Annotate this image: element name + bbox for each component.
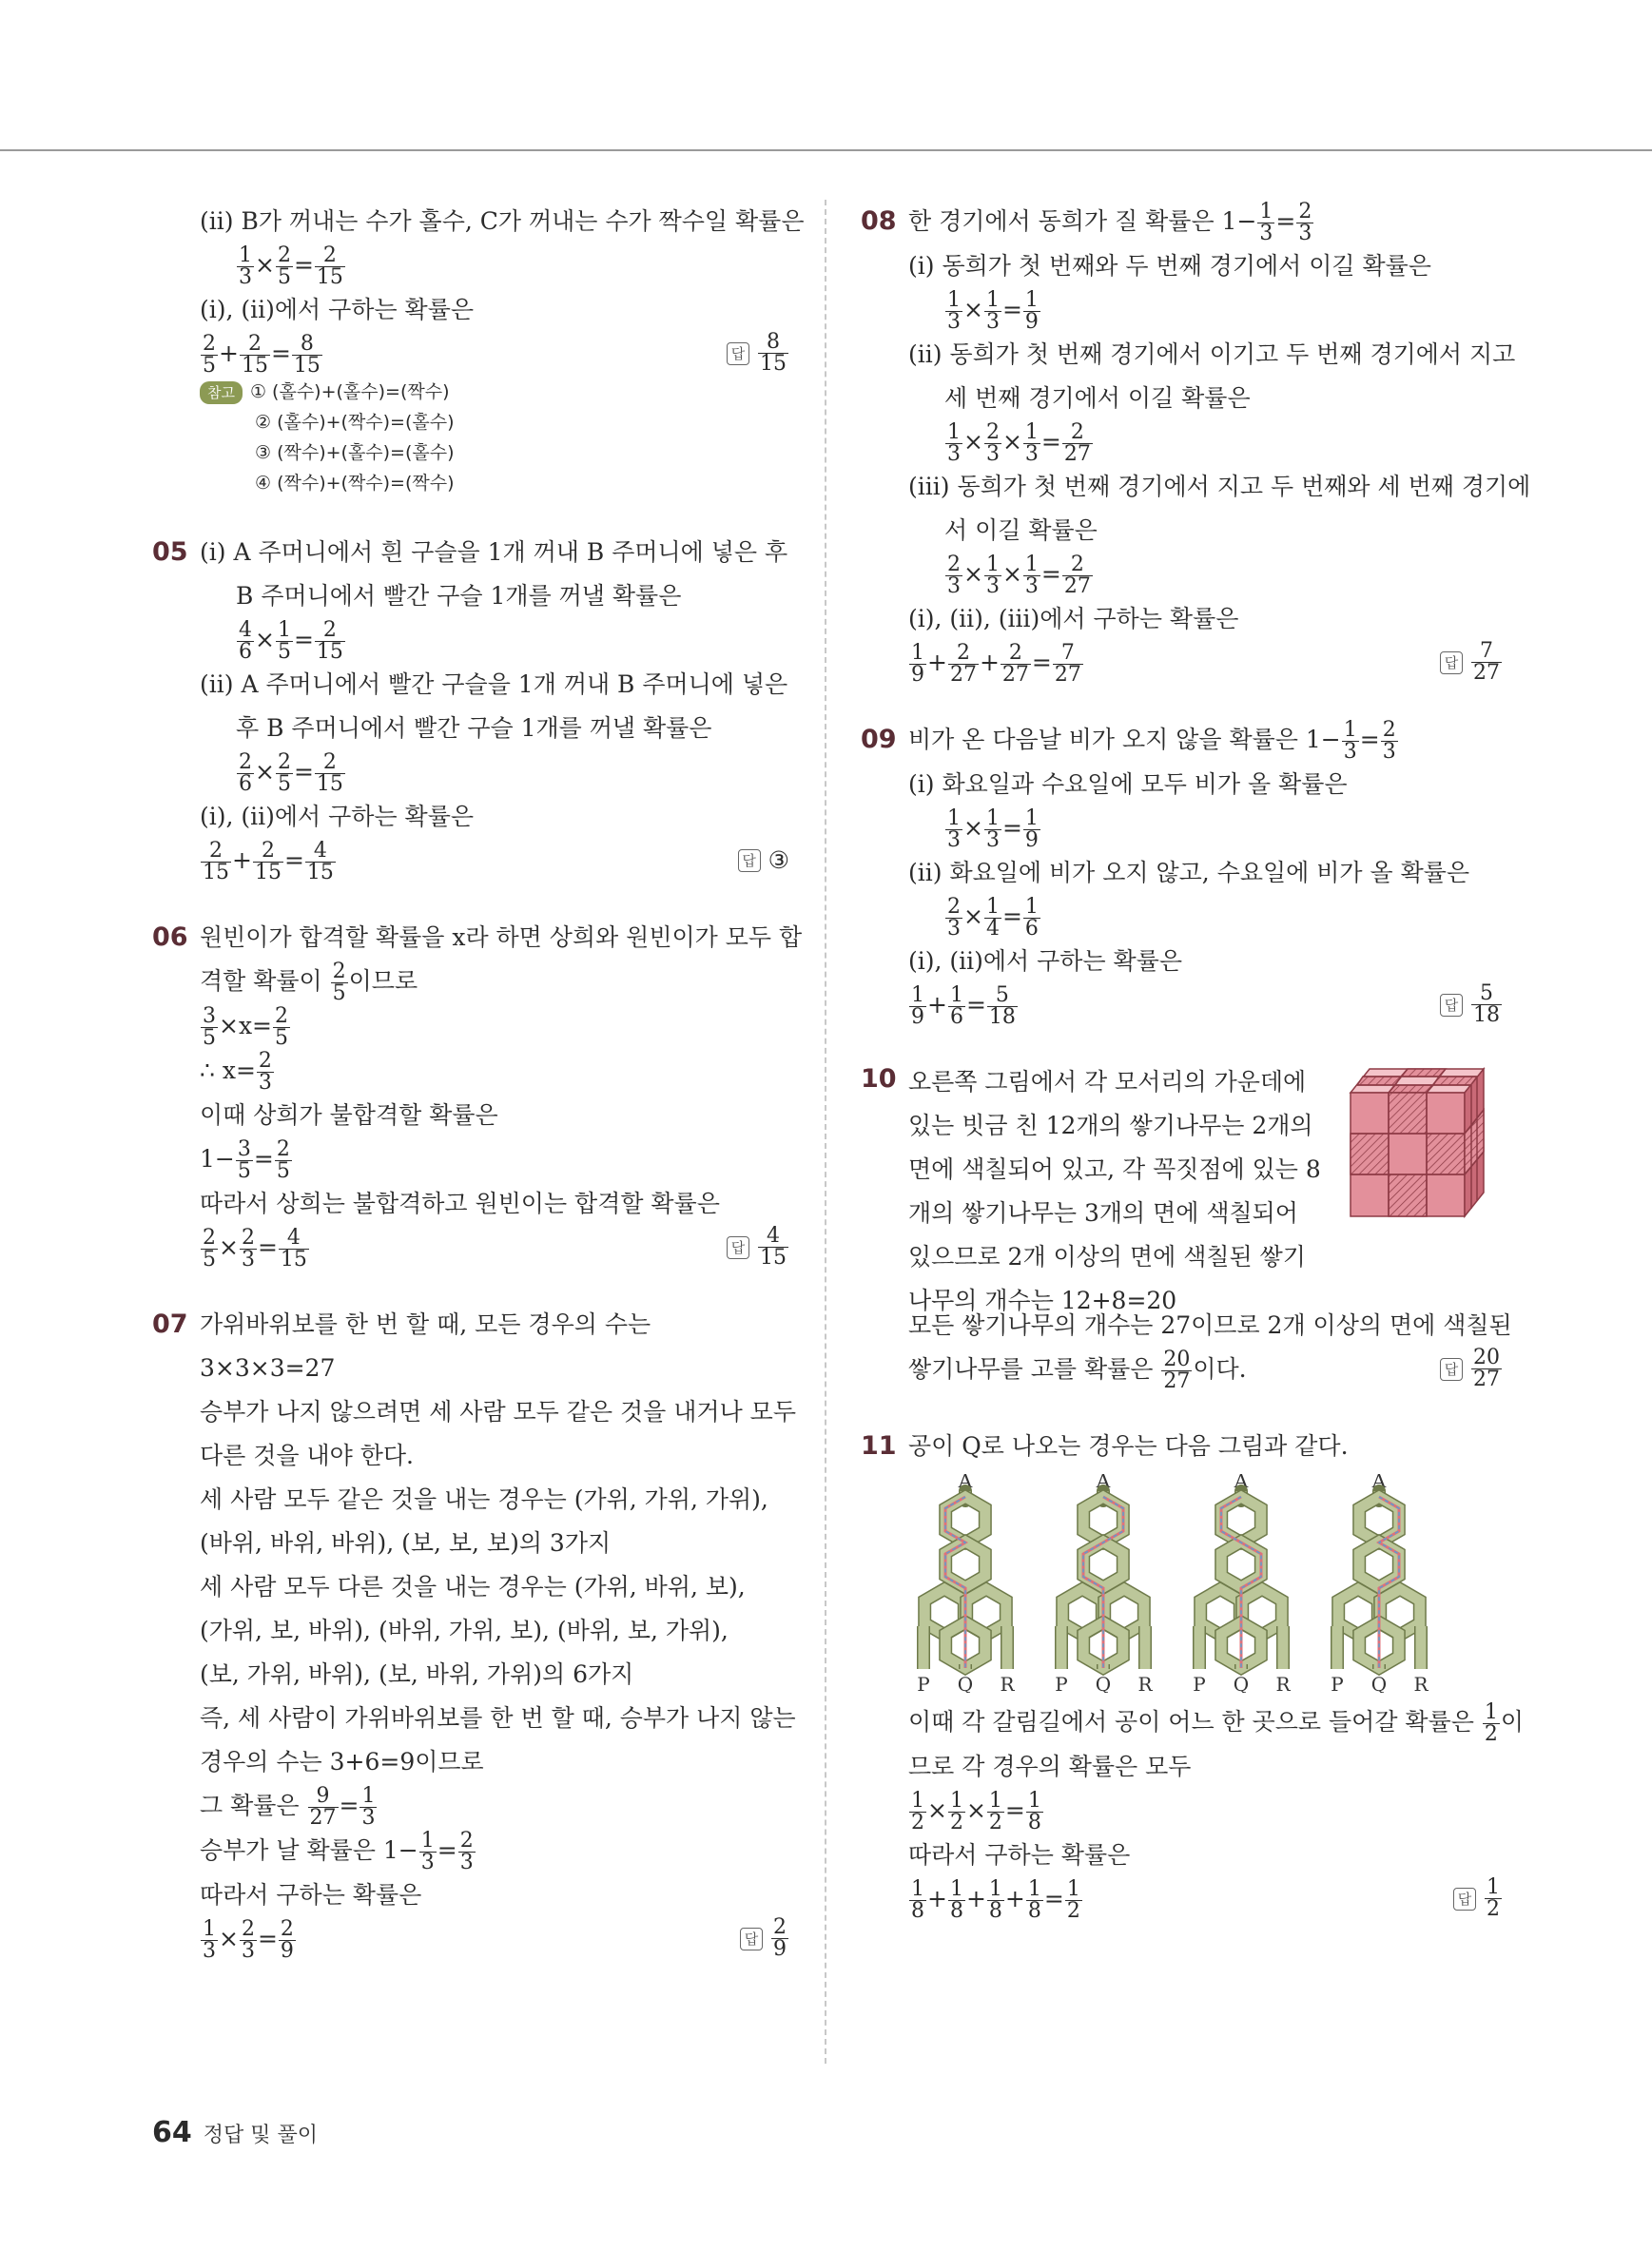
- cube-figure: [1341, 1055, 1503, 1226]
- p09-math-1: $\frac{1}{3}$ × $\frac{1}{3}$ = $\frac{1}{9}$: [947, 806, 1039, 852]
- p04-math-2: $\frac{2}{5}$ + $\frac{2}{15}$ = $\frac{8}{15}$ 답 $\frac{8}{15}$: [152, 332, 789, 377]
- p07-line-12: 그 확률은 $\frac{9}{27}$ = $\frac{1}{3}$: [200, 1784, 376, 1830]
- answer-icon: 답: [738, 849, 761, 872]
- path-diagram: [917, 1474, 1015, 1693]
- p06-line-1: 06 원빈이가 합격할 확률을 x라 하면 상희와 원빈이가 모두 합: [152, 916, 789, 960]
- exit-label: R: [1000, 1673, 1015, 1693]
- p11-line-2: 이때 각 갈림길에서 공이 어느 한 곳으로 들어갈 확률은 $\frac{1}{2}$ 이: [908, 1700, 1524, 1746]
- page-number: 64: [152, 2116, 192, 2149]
- problem-number: 05: [152, 537, 188, 567]
- p09-line-1: 09 비가 온 다음날 비가 오지 않을 확률은 1− $\frac{1}{3}$ = $\frac{2}{3}$: [861, 718, 1396, 764]
- path-diagram: [1055, 1474, 1153, 1693]
- p11-line-3: 므로 각 경우의 확률은 모두: [908, 1753, 1192, 1780]
- p06-line-4: 따라서 상희는 불합격하고 원빈이는 합격할 확률은: [200, 1190, 720, 1217]
- answer-icon: 답: [1440, 1358, 1463, 1381]
- ball-path-figure: [899, 1474, 1450, 1693]
- answer-icon: 답: [727, 1236, 749, 1259]
- left-column: [152, 200, 805, 1963]
- p11-math-1: $\frac{1}{2}$ × $\frac{1}{2}$ × $\frac{1}{2}$ = $\frac{1}{8}$: [911, 1789, 1041, 1834]
- exit-label: Q: [1095, 1673, 1112, 1693]
- problem-number: 11: [861, 1431, 897, 1461]
- p04-line-1: (ⅱ) B가 꺼내는 수가 홀수, C가 꺼내는 수가 짝수일 확률은: [200, 207, 805, 235]
- exit-label: R: [1413, 1673, 1428, 1693]
- p11-line-1: 11 공이 Q로 나오는 경우는 다음 그림과 같다.: [861, 1425, 1503, 1468]
- p07-line-9: (보, 가위, 바위), (보, 바위, 가위)의 6가지: [200, 1660, 634, 1688]
- p09-math-3: $\frac{1}{9}$ + $\frac{1}{6}$ = $\frac{5}{18}$ 답 $\frac{5}{18}$: [861, 983, 1503, 1028]
- p04-note-1: 참고 ① (홀수)+(홀수)=(짝수): [152, 377, 789, 407]
- p04-line-2: (ⅰ), (ⅱ)에서 구하는 확률은: [200, 296, 474, 323]
- p10-line-3: 쌓기나무를 고를 확률은 $\frac{20}{27}$ 이다. 답 $\frac{20}{27}$: [861, 1348, 1503, 1392]
- p05-math-1: $\frac{4}{6}$ × $\frac{1}{5}$ = $\frac{2}{15}$: [239, 618, 343, 664]
- note-tag: 참고: [200, 381, 243, 404]
- p08-line-4: 세 번째 경기에서 이길 확률은: [944, 384, 1251, 412]
- entry-label: A: [1096, 1474, 1111, 1492]
- p07-math-1: $\frac{1}{3}$ × $\frac{2}{3}$ = $\frac{2}{9}$ 답 $\frac{2}{9}$: [152, 1917, 789, 1962]
- path-diagram: [1331, 1474, 1428, 1693]
- p08-math-2: $\frac{1}{3}$ × $\frac{2}{3}$ × $\frac{1}{3}$ = $\frac{2}{27}$: [947, 420, 1091, 466]
- p04-note-2: ② (홀수)+(짝수)=(홀수): [255, 412, 455, 433]
- p05-line-5: (ⅰ), (ⅱ)에서 구하는 확률은: [200, 803, 474, 830]
- entry-label: A: [1371, 1474, 1387, 1492]
- exit-label: P: [1055, 1673, 1068, 1693]
- p05-math-2: $\frac{2}{6}$ × $\frac{2}{5}$ = $\frac{2}{15}$: [239, 750, 343, 796]
- problem-number: 08: [861, 206, 897, 236]
- p08-line-5: (ⅲ) 동희가 첫 번째 경기에서 지고 두 번째와 세 번째 경기에: [908, 473, 1531, 500]
- answer-icon: 답: [740, 1928, 763, 1950]
- p09-line-4: (ⅰ), (ⅱ)에서 구하는 확률은: [908, 947, 1182, 975]
- answer-icon: 답: [1440, 994, 1463, 1017]
- exit-label: P: [1193, 1673, 1206, 1693]
- p04-note-4: ④ (짝수)+(짝수)=(짝수): [255, 473, 455, 494]
- p04-math-1: $\frac{1}{3}$ × $\frac{2}{5}$ = $\frac{2}{15}$: [239, 243, 343, 289]
- p06-math-3: 1− $\frac{3}{5}$ = $\frac{2}{5}$: [200, 1137, 290, 1183]
- p08-line-1: 08 한 경기에서 동희가 질 확률은 1− $\frac{1}{3}$ = $\frac{2}{3}$: [861, 200, 1312, 245]
- p05-line-1: 05 (ⅰ) A 주머니에서 흰 구슬을 1개 꺼내 B 주머니에 넣은 후: [152, 531, 789, 574]
- p07-line-2: 3×3×3=27: [200, 1354, 336, 1382]
- problem-number: 07: [152, 1310, 188, 1339]
- p09-line-2: (ⅰ) 화요일과 수요일에 모두 비가 올 확률은: [908, 770, 1348, 798]
- p06-math-1: $\frac{3}{5}$ ×x= $\frac{2}{5}$: [203, 1004, 288, 1050]
- problem-number: 09: [861, 725, 897, 754]
- p07-line-5: 세 사람 모두 같은 것을 내는 경우는 (가위, 가위, 가위),: [200, 1485, 768, 1513]
- p07-line-8: (가위, 보, 바위), (바위, 가위, 보), (바위, 보, 가위),: [200, 1617, 729, 1644]
- p07-line-13: 승부가 날 확률은 1− $\frac{1}{3}$ = $\frac{2}{3}$: [200, 1829, 474, 1874]
- p11-line-4: 따라서 구하는 확률은: [908, 1841, 1131, 1869]
- header-rule: [0, 149, 1652, 151]
- p05-line-4: 후 B 주머니에서 빨간 구슬 1개를 꺼낼 확률은: [236, 714, 712, 742]
- p05-answer: 답 ③: [738, 839, 789, 883]
- p07-answer: 답 $\frac{2}{9}$: [740, 1917, 789, 1960]
- p07-line-6: (바위, 바위, 바위), (보, 보, 보)의 3가지: [200, 1529, 612, 1557]
- p07-line-14: 따라서 구하는 확률은: [200, 1881, 422, 1909]
- p08-math-1: $\frac{1}{3}$ × $\frac{1}{3}$ = $\frac{1}{9}$: [947, 288, 1039, 334]
- p07-line-10: 즉, 세 사람이 가위바위보를 한 번 할 때, 승부가 나지 않는: [200, 1704, 796, 1732]
- p06-line-3: 이때 상희가 불합격할 확률은: [200, 1101, 498, 1129]
- p04-note-3: ③ (짝수)+(홀수)=(홀수): [255, 442, 455, 463]
- path-diagram: [1193, 1474, 1291, 1693]
- page-footer: [152, 2116, 318, 2149]
- p08-line-7: (ⅰ), (ⅱ), (ⅲ)에서 구하는 확률은: [908, 605, 1239, 632]
- p09-math-2: $\frac{2}{3}$ × $\frac{1}{4}$ = $\frac{1}{6}$: [947, 895, 1039, 941]
- p08-math-3: $\frac{2}{3}$ × $\frac{1}{3}$ × $\frac{1}{3}$ = $\frac{2}{27}$: [947, 553, 1091, 598]
- p06-math-2: ∴ x= $\frac{2}{3}$: [200, 1049, 272, 1095]
- p07-line-1: 07 가위바위보를 한 번 할 때, 모든 경우의 수는: [152, 1303, 789, 1347]
- p10-text: 오른쪽 그림에서 각 모서리의 가운데에 있는 빗금 친 12개의 쌓기나무는 2개의 면에 색칠되어 있고, 각 꼭짓점에 있는 8개의 쌓기나무는 3개의 면에 색칠되어 있으므로 2개 이상의 면에 색칠된 쌓기나무의 개수는 12+8=20: [908, 1068, 1321, 1314]
- entry-label: A: [958, 1474, 973, 1492]
- p11-answer: 답 $\frac{1}{2}$: [1453, 1877, 1503, 1920]
- column-divider: [825, 200, 826, 2064]
- p08-line-3: (ⅱ) 동희가 첫 번째 경기에서 이기고 두 번째 경기에서 지고: [908, 340, 1516, 368]
- exit-label: R: [1137, 1673, 1153, 1693]
- p05-line-2: B 주머니에서 빨간 구슬 1개를 꺼낼 확률은: [236, 582, 682, 610]
- problem-number: 06: [152, 922, 188, 952]
- answer-icon: 답: [1440, 651, 1463, 674]
- exit-label: Q: [1233, 1673, 1250, 1693]
- p10-answer: 답 $\frac{20}{27}$: [1440, 1348, 1503, 1390]
- p06-answer: 답 $\frac{4}{15}$: [727, 1226, 789, 1269]
- p10-line-2: 모든 쌓기나무의 개수는 27이므로 2개 이상의 면에 색칠된: [908, 1311, 1512, 1339]
- answer-icon: 답: [727, 342, 749, 365]
- page-label: 정답 및 풀이: [203, 2124, 318, 2147]
- p06-line-2: 격할 확률이 $\frac{2}{5}$ 이므로: [200, 960, 418, 1005]
- p07-line-11: 경우의 수는 3+6=9이므로: [200, 1748, 484, 1776]
- p08-line-2: (ⅰ) 동희가 첫 번째와 두 번째 경기에서 이길 확률은: [908, 252, 1431, 280]
- p11-math-2: $\frac{1}{8}$ + $\frac{1}{8}$ + $\frac{1}{8}$ + $\frac{1}{8}$ = $\frac{1}{2}$ 답 $\frac{1}{2}$: [861, 1877, 1503, 1922]
- exit-label: Q: [1370, 1673, 1388, 1693]
- p06-math-4: $\frac{2}{5}$ × $\frac{2}{3}$ = $\frac{4}{15}$ 답 $\frac{4}{15}$: [152, 1226, 789, 1271]
- entry-label: A: [1234, 1474, 1249, 1492]
- p09-line-3: (ⅱ) 화요일에 비가 오지 않고, 수요일에 비가 올 확률은: [908, 859, 1470, 886]
- p05-math-3: $\frac{2}{15}$ + $\frac{2}{15}$ = $\frac{4}{15}$ 답 ③: [203, 839, 789, 884]
- right-column: [861, 200, 1531, 1923]
- exit-label: Q: [957, 1673, 974, 1693]
- p07-line-4: 다른 것을 내야 한다.: [200, 1442, 414, 1469]
- p07-line-7: 세 사람 모두 다른 것을 내는 경우는 (가위, 바위, 보),: [200, 1573, 746, 1601]
- p08-line-6: 서 이길 확률은: [944, 516, 1098, 544]
- p05-line-3: (ⅱ) A 주머니에서 빨간 구슬을 1개 꺼내 B 주머니에 넣은: [200, 670, 788, 698]
- p10-block: [861, 1060, 1503, 1314]
- answer-icon: 답: [1453, 1888, 1476, 1911]
- exit-label: P: [1331, 1673, 1344, 1693]
- problem-number: 10: [861, 1064, 897, 1094]
- p09-answer: 답 $\frac{5}{18}$: [1440, 983, 1503, 1026]
- exit-label: R: [1275, 1673, 1291, 1693]
- p08-answer: 답 $\frac{7}{27}$: [1440, 641, 1503, 684]
- p08-math-4: $\frac{1}{9}$ + $\frac{2}{27}$ + $\frac{2}{27}$ = $\frac{7}{27}$ 답 $\frac{7}{27}$: [861, 641, 1503, 686]
- exit-label: P: [917, 1673, 930, 1693]
- p07-line-3: 승부가 나지 않으려면 세 사람 모두 같은 것을 내거나 모두: [200, 1398, 796, 1426]
- p04-answer: 답 $\frac{8}{15}$: [727, 332, 789, 375]
